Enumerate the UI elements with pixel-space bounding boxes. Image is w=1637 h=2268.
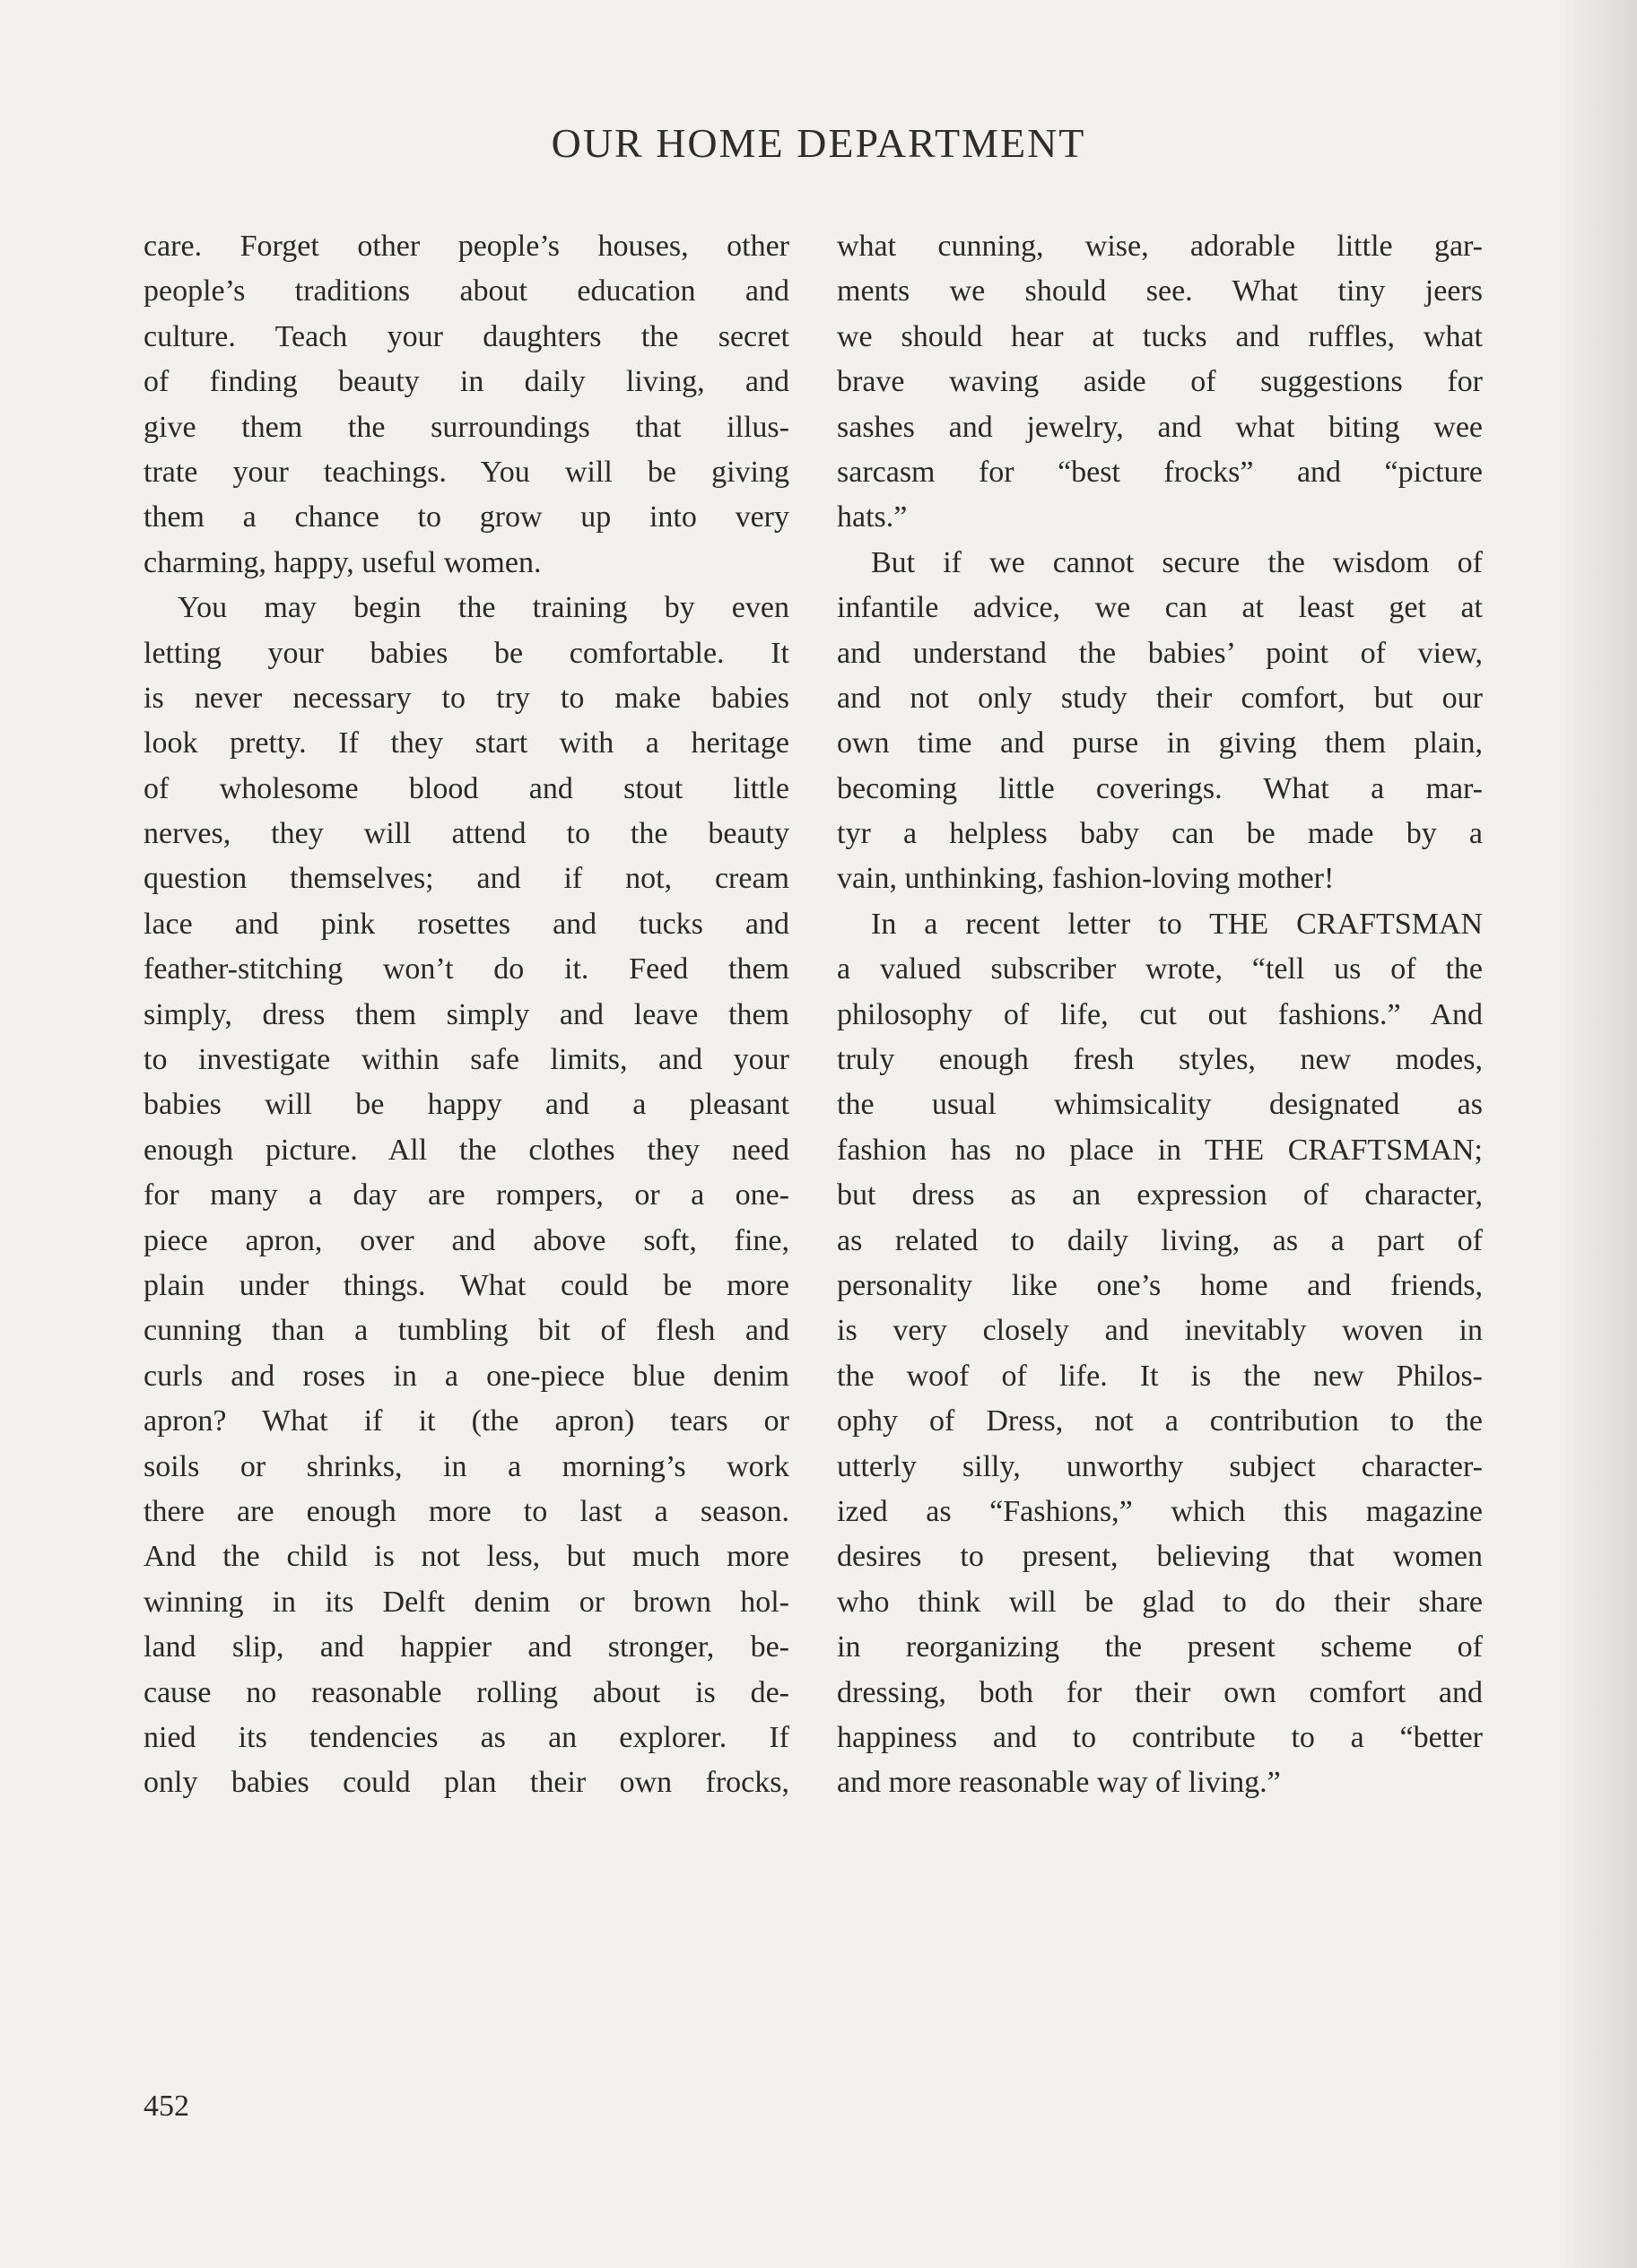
text-line: for many a day are rompers, or a one- [144, 1178, 789, 1212]
text-line: happiness and to contribute to a “better [837, 1720, 1483, 1754]
text-line: vain, unthinking, fashion-loving mother! [837, 862, 1335, 896]
text-line: culture. Teach your daughters the secret [144, 319, 789, 353]
text-line: cunning than a tumbling bit of flesh and [144, 1314, 789, 1348]
text-line: own time and purse in giving them plain, [837, 726, 1483, 760]
text-line: them a chance to grow up into very [144, 500, 789, 534]
text-line: and more reasonable way of living.” [837, 1766, 1281, 1800]
text-line: cause no reasonable rolling about is de- [144, 1675, 789, 1709]
text-line: to investigate within safe limits, and your [144, 1043, 789, 1077]
text-line: tyr a helpless baby can be made by a [837, 817, 1483, 851]
text-line: soils or shrinks, in a morning’s work [144, 1449, 789, 1483]
text-line: people’s traditions about education and [144, 274, 789, 308]
text-line: letting your babies be comfortable. It [144, 636, 789, 670]
text-line: look pretty. If they start with a heritage [144, 726, 789, 760]
text-line: only babies could plan their own frocks, [144, 1766, 789, 1800]
text-line: apron? What if it (the apron) tears or [144, 1404, 789, 1438]
text-line: who think will be glad to do their share [837, 1585, 1483, 1619]
text-line: feather-stitching won’t do it. Feed them [144, 952, 789, 986]
page-edge-shadow [1556, 0, 1637, 2268]
text-line: dressing, both for their own comfort and [837, 1675, 1483, 1709]
text-line: desires to present, believing that women [837, 1540, 1483, 1574]
text-line: fashion has no place in THE CRAFTSMAN; [837, 1133, 1483, 1167]
text-line: sashes and jewelry, and what biting wee [837, 410, 1483, 444]
text-line: trate your teachings. You will be giving [144, 455, 789, 489]
text-line: we should hear at tucks and ruffles, what [837, 319, 1483, 353]
text-line: You may begin the training by even [178, 591, 789, 625]
text-line: infantile advice, we can at least get at [837, 591, 1483, 625]
text-line: is very closely and inevitably woven in [837, 1314, 1483, 1348]
text-line: brave waving aside of suggestions for [837, 365, 1483, 399]
text-line: care. Forget other people’s houses, other [144, 230, 789, 263]
text-line: winning in its Delft denim or brown hol- [144, 1585, 789, 1619]
text-line: simply, dress them simply and leave them [144, 997, 789, 1031]
text-line: truly enough fresh styles, new modes, [837, 1043, 1483, 1077]
right-column [837, 224, 1483, 1806]
text-line: the usual whimsicality designated as [837, 1088, 1483, 1122]
text-line: And the child is not less, but much more [144, 1540, 789, 1574]
text-line: sarcasm for “best frocks” and “picture [837, 455, 1483, 489]
text-line: plain under things. What could be more [144, 1268, 789, 1302]
text-line: lace and pink rosettes and tucks and [144, 907, 789, 941]
text-line: and understand the babies’ point of view, [837, 636, 1483, 670]
text-line: But if we cannot secure the wisdom of [871, 545, 1483, 579]
running-header: OUR HOME DEPARTMENT [551, 120, 1086, 166]
text-line: personality like one’s home and friends, [837, 1268, 1483, 1302]
text-line: nied its tendencies as an explorer. If [144, 1720, 789, 1754]
text-line: there are enough more to last a season. [144, 1494, 789, 1528]
text-line: curls and roses in a one-piece blue denim [144, 1359, 789, 1393]
text-line: In a recent letter to THE CRAFTSMAN [871, 907, 1483, 941]
text-line: charming, happy, useful women. [144, 545, 542, 579]
text-line: becoming little coverings. What a mar- [837, 771, 1483, 805]
text-line: as related to daily living, as a part of [837, 1223, 1483, 1257]
text-line: enough picture. All the clothes they need [144, 1133, 789, 1167]
text-line: and not only study their comfort, but our [837, 681, 1483, 715]
text-line: of wholesome blood and stout little [144, 771, 789, 805]
text-line: of finding beauty in daily living, and [144, 365, 789, 399]
text-line: nerves, they will attend to the beauty [144, 817, 789, 851]
text-line: question themselves; and if not, cream [144, 862, 789, 896]
text-line: piece apron, over and above soft, fine, [144, 1223, 789, 1257]
text-line: ophy of Dress, not a contribution to the [837, 1404, 1483, 1438]
text-line: in reorganizing the present scheme of [837, 1630, 1483, 1664]
text-line: babies will be happy and a pleasant [144, 1088, 789, 1122]
text-line: but dress as an expression of character, [837, 1178, 1483, 1212]
text-line: is never necessary to try to make babies [144, 681, 789, 715]
text-line: give them the surroundings that illus- [144, 410, 789, 444]
text-line: philosophy of life, cut out fashions.” And [837, 997, 1483, 1031]
text-line: hats.” [837, 500, 908, 534]
text-line: land slip, and happier and stronger, be- [144, 1630, 789, 1664]
text-line: what cunning, wise, adorable little gar- [837, 230, 1483, 263]
text-line: the woof of life. It is the new Philos- [837, 1359, 1483, 1393]
text-line: a valued subscriber wrote, “tell us of the [837, 952, 1483, 986]
text-line: ized as “Fashions,” which this magazine [837, 1494, 1483, 1528]
text-line: utterly silly, unworthy subject character- [837, 1449, 1483, 1483]
text-line: ments we should see. What tiny jeers [837, 274, 1483, 308]
left-column [144, 224, 789, 1806]
page-number: 452 [144, 2090, 189, 2123]
